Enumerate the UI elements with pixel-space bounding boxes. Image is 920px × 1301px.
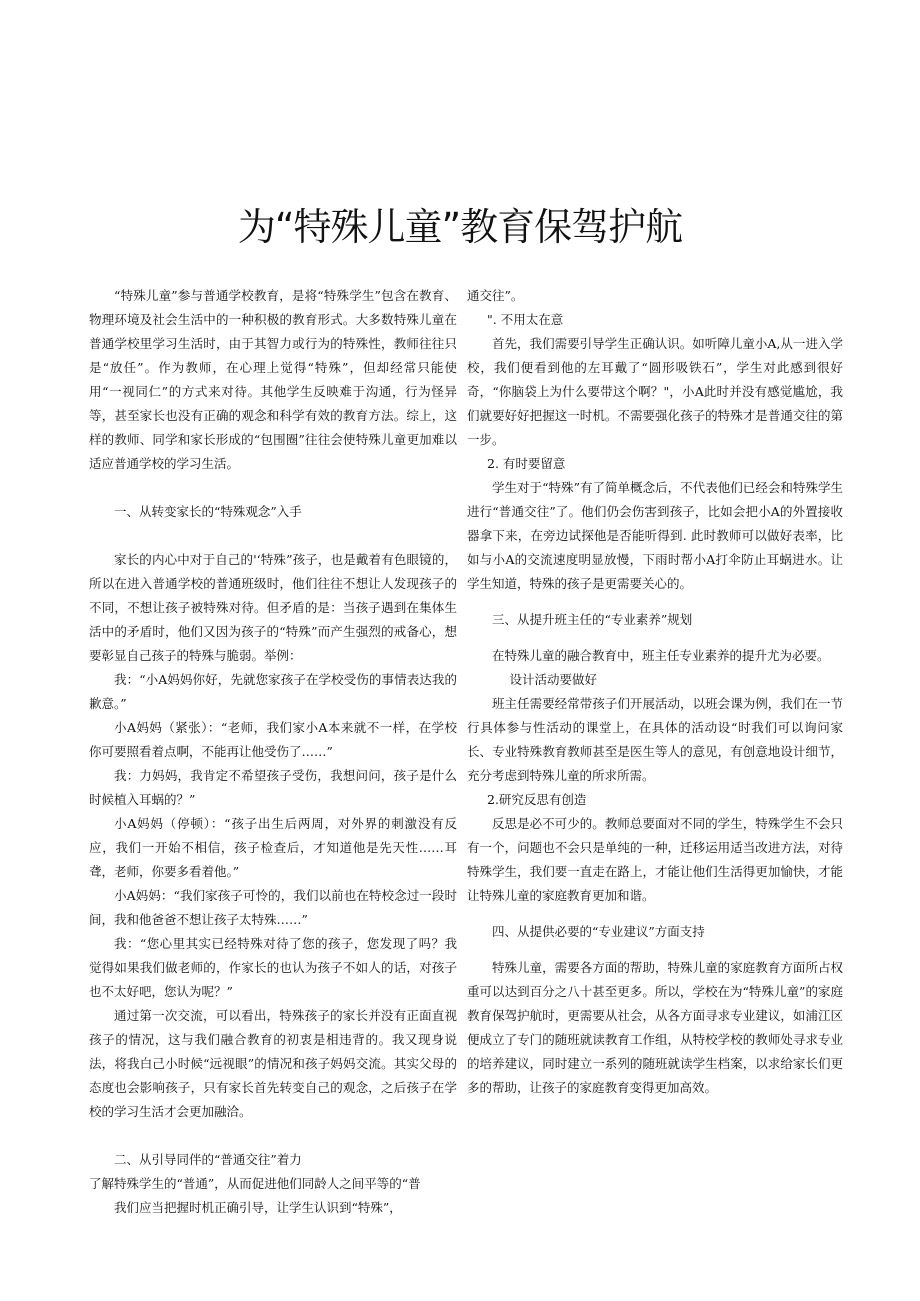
paragraph: 特殊儿童，需要各方面的帮助，特殊儿童的家庭教育方面所占权重可以达到百分之八十甚至更多。所以，学校在为“特殊儿童”的家庭教育保驾护航时，更需要从社会，从各方面寻求专业建议，如浦江区便成立了专门的随班就读教育工作组，从特校学校的教师处寻求专业的培养建议，同时建立一系列的随班就读学生档案，以求给家长们更多的帮助，让孩子的家庭教育变得更加高效。 (467, 960, 843, 1095)
subheading: 2.研究反思有创造 (487, 792, 587, 807)
paragraph: 学生对于“特殊”有了简单概念后，不代表他们已经会和特殊学生进行“普通交往”了。他们仍会伤害到孩子，比如会把小A的外置接收器拿下来，在旁边试探他是否能听得到. 此时教师可以做好表率，比如与小A的交流速度明显放慢，下雨时帮小A打伞防止耳蜗进水。让学生知道，特殊的孩子是更需要关心的。 (467, 480, 843, 591)
paragraph: 反思是必不可少的。教师总要面对不同的学生，特殊学生不会只有一个，问题也不会只是单纯的一种，迁移运用适当改进方法，对待特殊学生，我们要一直走在路上，才能让他们生活得更加愉快，才能让特殊儿童的家庭教育更加和谐。 (467, 816, 843, 903)
right-column (467, 284, 843, 1100)
page-title: 为“特殊儿童”教育保驾护航 (237, 205, 683, 249)
subheading: ". 不用太在意 (487, 312, 564, 327)
subheading: 设计活动要做好 (509, 672, 598, 687)
intro-paragraph: “特殊儿童”参与普通学校教育，是将“特殊学生”包含在教育、物理环境及社会生活中的一种积极的教育形式。大多数特殊儿童在普通学校里学习生活时，由于其智力或行为的特殊性，教师往往只是“放任”。作为教师，在心理上觉得“特殊”，但却经常只能使用“一视同仁”的方式来对待。其他学生反映难于沟通，行为怪异等，甚至家长也没有正确的观念和科学有效的教育方法。综上，这样的教师、同学和家长形成的“包围圈”往往会使特殊儿童更加难以适应普通学校的学习生活。 (89, 288, 457, 471)
dialogue-line: 小A妈妈：“我们家孩子可怜的，我们以前也在特校念过一段时间，我和他爸爸不想让孩子太特殊……” (89, 888, 457, 927)
paragraph: 家长的内心中对于自己的'‘特殊”孩子，也是戴着有色眼镜的，所以在进入普通学校的普通班级时，他们往往不想让人发现孩子的不同，不想让孩子被特殊对待。但矛盾的是：当孩子遇到在集体生活中的矛盾时，他们又因为孩子的“特殊”而产生强烈的戒备心，想要彰显自己孩子的特殊与脆弱。举例： (89, 552, 457, 663)
paragraph: 通过第一次交流，可以看出，特殊孩子的家长并没有正面直视孩子的情况，这与我们融合教育的初衷是相违背的。我又现身说法，将我白己小时候“远视眼”的情况和孩子妈妈交流。其实父母的态度也会影响孩子，只有家长首先转变自己的观念，之后孩子在学校的学习生活才会更加融洽。 (89, 1008, 457, 1119)
left-column (89, 284, 457, 1220)
paragraph: 通交往”。 (467, 288, 524, 303)
spacer (467, 908, 843, 920)
dialogue-line: 小A妈妈（紧张）：“老师，我们家小A本来就不一样，在学校你可要照看着点啊，不能再让他受伤了……” (89, 720, 457, 759)
paragraph: 我们应当把握时机正确引导，让学生认识到“特殊”， (114, 1200, 402, 1215)
dialogue-line: 小A妈妈（停顿）：“孩子出生后两周，对外界的刺激没有反应，我们一开始不相信，孩子检查后，才知道他是先天性……耳聋，老师，你要多看着他。” (89, 816, 457, 879)
subheading: 2. 有时要留意 (487, 456, 566, 471)
paragraph: 在特殊儿童的融合教育中，班主任专业素养的提升尤为必要。 (492, 648, 830, 663)
section-heading-1: 一、从转变家长的“特殊观念”入手 (114, 504, 302, 519)
spacer (89, 524, 457, 548)
dialogue-line: 我：“小A妈妈你好，先就您家孩子在学校受伤的事情表达我的歉意。” (89, 672, 457, 711)
section-heading-3: 三、从提升班主任的“专业素养”规划 (492, 612, 693, 627)
section-heading-4: 四、从提供必要的“专业建议”方面支持 (492, 924, 705, 939)
spacer (89, 476, 457, 500)
paragraph: 了解特殊学生的“普通”，从而促进他们同龄人之间平等的“普 (89, 1176, 421, 1191)
spacer (467, 944, 843, 956)
section-heading-2: 二、从引导同伴的“普通交往”着力 (114, 1152, 302, 1167)
spacer (467, 632, 843, 644)
spacer (89, 1124, 457, 1148)
paragraph: 首先，我们需要引导学生正确认识。如听障儿童小A,从一进入学校，我们便看到他的左耳戴了“圆形吸铁石”，学生对此感到很好奇，“你脑袋上为什么要带这个啊？"，小A此时并没有感觉尴尬，我们就要好好把握这一时机。不需要强化孩子的特殊才是普通交往的第一步。 (467, 336, 843, 447)
paragraph: 班主任需要经常带孩子们开展活动，以班会课为例，我们在一节行具体参与性活动的课堂上，在具体的活动设“时我们可以询问家长、专业特殊教育教师甚至是医生等人的意见，有创意地设计细节，充分考虑到特殊儿童的所求所需。 (467, 696, 843, 783)
spacer (467, 596, 843, 608)
dialogue-line: 我：“您心里其实已经特殊对待了您的孩子，您发现了吗？我觉得如果我们做老师的，作家长的也认为孩子不如人的话，对孩子也不太好吧，您认为呢？” (89, 936, 457, 999)
dialogue-line: 我：力妈妈，我肯定不希望孩子受伤，我想问问，孩子是什么时候植入耳蜗的？” (89, 768, 457, 807)
